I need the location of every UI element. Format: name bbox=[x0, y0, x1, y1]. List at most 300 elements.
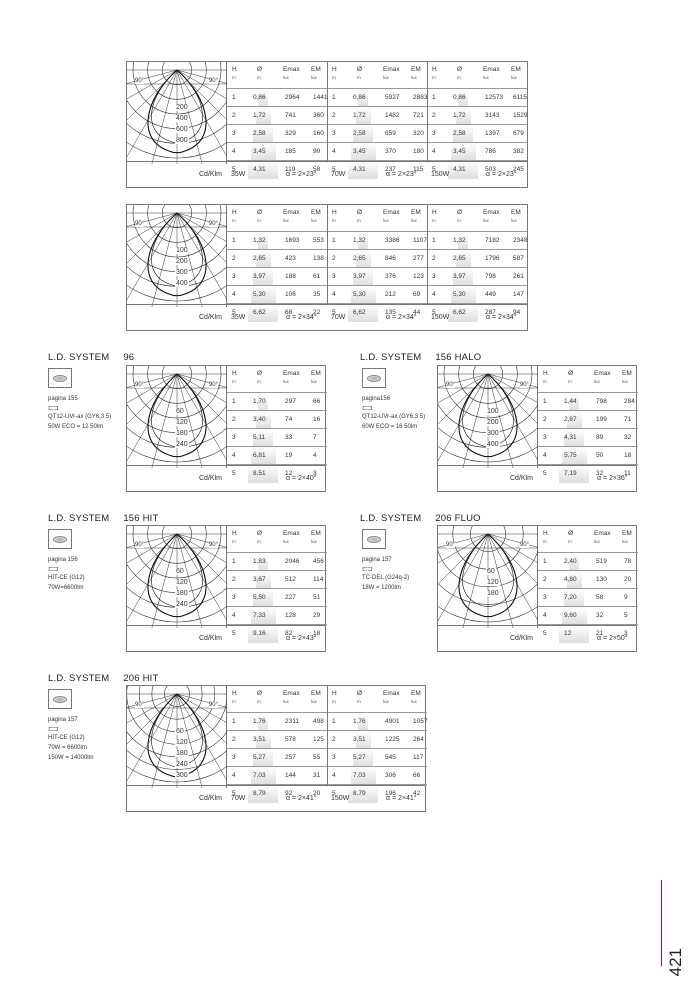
cell-em: 22 bbox=[313, 309, 321, 316]
column-unit-emax: lux bbox=[383, 75, 389, 80]
beam-angle: α = 2×50° bbox=[597, 635, 628, 642]
table-row bbox=[538, 428, 638, 447]
cell-emax: 423 bbox=[285, 255, 296, 262]
lamp-socket-icon: ⊏⊐ bbox=[48, 726, 58, 733]
cell-emax: 519 bbox=[596, 558, 607, 565]
page-reference-link[interactable]: pagina 156 bbox=[48, 557, 78, 563]
column-unit-h: m bbox=[332, 218, 336, 223]
table-row bbox=[538, 410, 638, 429]
table-header bbox=[327, 62, 427, 88]
cell-height: 1 bbox=[332, 718, 336, 725]
column-divider bbox=[427, 205, 428, 305]
column-header-emax: Emax bbox=[283, 690, 300, 697]
lamp-spec: 70W=6600lm bbox=[48, 585, 84, 591]
table-row bbox=[327, 766, 427, 785]
column-unit-h: m bbox=[232, 699, 236, 704]
column-divider bbox=[427, 62, 428, 162]
beam-angle: α = 2×41° bbox=[286, 795, 317, 802]
column-header-h: H bbox=[543, 530, 548, 537]
cell-diameter: 4,31 bbox=[564, 434, 577, 441]
page-reference-link[interactable]: pagina 157 bbox=[48, 717, 78, 723]
cell-diameter: 5,11 bbox=[253, 434, 266, 441]
cell-em: 61 bbox=[313, 273, 321, 280]
cell-emax: 257 bbox=[285, 754, 296, 761]
cell-em: 115 bbox=[413, 166, 424, 173]
table-header bbox=[227, 205, 327, 231]
cell-em: 78 bbox=[624, 558, 632, 565]
table-row bbox=[427, 267, 527, 286]
cell-diameter: 7,33 bbox=[253, 612, 266, 619]
column-unit-emax: lux bbox=[594, 379, 600, 384]
cell-emax: 19 bbox=[285, 452, 293, 459]
column-unit-emax: lux bbox=[483, 75, 489, 80]
cell-height: 5 bbox=[332, 309, 336, 316]
cell-diameter: 6,62 bbox=[453, 309, 466, 316]
table-row bbox=[327, 231, 427, 250]
product-model: 206 HIT bbox=[123, 673, 159, 684]
angle-label-left: 90° bbox=[446, 542, 456, 548]
cell-diameter: 7,03 bbox=[253, 772, 266, 779]
cell-diameter: 2,40 bbox=[564, 558, 577, 565]
column-unit-em: lux bbox=[311, 75, 317, 80]
cell-diameter: 9,16 bbox=[253, 630, 266, 637]
photometric-panel bbox=[126, 365, 326, 492]
cell-em: 18 bbox=[624, 452, 632, 459]
page-number: 421 bbox=[666, 947, 685, 976]
cell-height: 3 bbox=[232, 754, 236, 761]
cell-height: 2 bbox=[232, 255, 236, 262]
cell-emax: 741 bbox=[285, 112, 296, 119]
cell-diameter: 1,32 bbox=[253, 237, 266, 244]
cell-em: 71 bbox=[624, 416, 632, 423]
cell-diameter: 5,75 bbox=[564, 452, 577, 459]
footer-unit-label: Cd/Klm bbox=[199, 475, 222, 482]
column-header-emax: Emax bbox=[283, 66, 300, 73]
table-header bbox=[327, 205, 427, 231]
beam-angle: α = 2×40° bbox=[286, 475, 317, 482]
cell-em: 553 bbox=[313, 237, 324, 244]
lamp-type: TC-DEL (G24q-2) bbox=[362, 575, 410, 581]
cell-em: 123 bbox=[413, 273, 424, 280]
table-row bbox=[227, 231, 327, 250]
lamp-type: QT12-UVr-ax (GY6,3 5) bbox=[48, 414, 112, 420]
panel-footer bbox=[127, 625, 325, 651]
column-unit-em: lux bbox=[411, 75, 417, 80]
photometric-table bbox=[227, 526, 327, 637]
cell-emax: 3143 bbox=[485, 112, 500, 119]
cell-emax: 659 bbox=[385, 130, 396, 137]
product-thumbnail[interactable] bbox=[48, 529, 72, 549]
lamp-spec: 60W ECO = 16 50lm bbox=[362, 424, 418, 430]
cell-diameter: 7,19 bbox=[564, 470, 577, 477]
cell-emax: 1482 bbox=[385, 112, 400, 119]
lamp-socket-icon: ⊏⊐ bbox=[48, 566, 58, 573]
cell-diameter: 4,31 bbox=[353, 166, 366, 173]
cell-diameter: 2,58 bbox=[253, 130, 266, 137]
intensity-ring-label: 180 bbox=[176, 590, 188, 597]
photometric-table bbox=[227, 205, 327, 316]
page-reference-link[interactable]: pagina156 bbox=[362, 396, 391, 402]
cell-emax: 227 bbox=[285, 594, 296, 601]
cell-height: 1 bbox=[332, 94, 336, 101]
page-reference-link[interactable]: pagina 157 bbox=[362, 557, 392, 563]
column-header-em: EM bbox=[411, 66, 421, 73]
column-header-emax: Emax bbox=[594, 530, 611, 537]
column-header-h: H bbox=[232, 530, 237, 537]
cell-diameter: 8,51 bbox=[253, 470, 266, 477]
table-row bbox=[327, 748, 427, 767]
cell-height: 2 bbox=[232, 416, 236, 423]
photometric-table bbox=[427, 62, 528, 173]
table-row bbox=[538, 446, 638, 465]
cell-em: 498 bbox=[313, 718, 324, 725]
cell-emax: 82 bbox=[285, 630, 293, 637]
footer-unit-label: Cd/Klm bbox=[199, 171, 222, 178]
lamp-icon-row bbox=[48, 565, 85, 573]
column-header-d: Ø bbox=[357, 690, 363, 697]
cell-em: 277 bbox=[413, 255, 424, 262]
intensity-ring-label: 180 bbox=[176, 750, 188, 757]
cell-diameter: 5,30 bbox=[253, 291, 266, 298]
lamp-socket-icon: ⊏⊐ bbox=[362, 405, 372, 412]
photometric-panel bbox=[126, 685, 426, 812]
lamp-socket-icon: ⊏⊐ bbox=[48, 405, 58, 412]
intensity-ring-label: 400 bbox=[176, 115, 188, 122]
cell-height: 4 bbox=[543, 612, 547, 619]
cell-emax: 237 bbox=[385, 166, 396, 173]
column-unit-emax: lux bbox=[594, 539, 600, 544]
cell-height: 1 bbox=[432, 94, 436, 101]
cell-diameter: 0,86 bbox=[253, 94, 266, 101]
cell-diameter: 6,62 bbox=[353, 309, 366, 316]
cell-diameter: 2,58 bbox=[353, 130, 366, 137]
column-header-d: Ø bbox=[568, 370, 574, 377]
lamp-type: HIT-CE (G12) bbox=[48, 735, 85, 741]
table-row bbox=[227, 88, 327, 107]
cell-em: 721 bbox=[413, 112, 424, 119]
cell-height: 5 bbox=[432, 309, 436, 316]
column-unit-d: m bbox=[568, 379, 572, 384]
cell-height: 4 bbox=[232, 452, 236, 459]
column-unit-d: m bbox=[357, 218, 361, 223]
cell-em: 58 bbox=[313, 166, 321, 173]
column-header-em: EM bbox=[311, 66, 321, 73]
table-row bbox=[538, 588, 638, 607]
polar-diagram-area bbox=[127, 686, 227, 788]
table-row bbox=[538, 570, 638, 589]
cell-emax: 89 bbox=[596, 434, 604, 441]
cell-diameter: 6,81 bbox=[253, 452, 266, 459]
downlight-icon bbox=[367, 375, 381, 382]
column-unit-em: lux bbox=[511, 75, 517, 80]
column-unit-h: m bbox=[332, 75, 336, 80]
beam-angle: α = 2×23° bbox=[286, 171, 317, 178]
column-unit-em: lux bbox=[411, 218, 417, 223]
product-section-title bbox=[48, 352, 134, 363]
intensity-ring-label: 400 bbox=[176, 280, 188, 287]
cell-diameter: 5,30 bbox=[353, 291, 366, 298]
intensity-ring-label: 600 bbox=[176, 126, 188, 133]
table-row bbox=[327, 249, 427, 268]
column-header-d: Ø bbox=[457, 209, 463, 216]
cell-height: 3 bbox=[332, 754, 336, 761]
downlight-icon bbox=[53, 536, 67, 543]
cell-em: 117 bbox=[413, 754, 424, 761]
cell-diameter: 3,40 bbox=[253, 416, 266, 423]
intensity-ring-label: 400 bbox=[487, 441, 499, 448]
cell-height: 3 bbox=[332, 130, 336, 137]
beam-angle: α = 2×34° bbox=[486, 314, 517, 321]
table-header bbox=[538, 526, 638, 552]
cell-height: 1 bbox=[543, 558, 547, 565]
cell-height: 4 bbox=[232, 772, 236, 779]
cell-em: 264 bbox=[413, 736, 424, 743]
table-row bbox=[427, 88, 527, 107]
page-number-rule bbox=[661, 880, 662, 966]
cell-em: 3 bbox=[313, 470, 317, 477]
table-row bbox=[427, 285, 527, 304]
cell-em: 587 bbox=[513, 255, 524, 262]
column-unit-h: m bbox=[232, 379, 236, 384]
column-header-h: H bbox=[232, 209, 237, 216]
cell-emax: 199 bbox=[596, 416, 607, 423]
intensity-ring-label: 120 bbox=[176, 419, 188, 426]
angle-label-right: 90° bbox=[208, 221, 218, 227]
column-header-emax: Emax bbox=[383, 209, 400, 216]
column-header-h: H bbox=[232, 370, 237, 377]
column-unit-h: m bbox=[232, 75, 236, 80]
angle-label-right: 90° bbox=[208, 382, 218, 388]
photometric-panel bbox=[126, 204, 528, 331]
intensity-ring-label: 300 bbox=[487, 430, 499, 437]
cell-diameter: 9,60 bbox=[564, 612, 577, 619]
product-section-title bbox=[48, 673, 159, 684]
cell-height: 4 bbox=[432, 291, 436, 298]
lamp-power: 150W bbox=[431, 314, 450, 321]
table-row bbox=[227, 428, 327, 447]
lamp-type: QT12-UVr-ax (GY6,3 5) bbox=[362, 414, 426, 420]
cell-diameter: 4,31 bbox=[453, 166, 466, 173]
cell-em: 31 bbox=[313, 772, 321, 779]
table-row bbox=[327, 106, 427, 125]
cell-em: 382 bbox=[513, 148, 524, 155]
lamp-power: 35W bbox=[231, 171, 246, 178]
column-divider bbox=[327, 62, 328, 162]
column-header-h: H bbox=[332, 209, 337, 216]
product-family: L.D. SYSTEM bbox=[360, 513, 422, 524]
column-header-d: Ø bbox=[257, 530, 263, 537]
cell-em: 5 bbox=[624, 612, 628, 619]
cell-em: 1441 bbox=[313, 94, 328, 101]
cell-em: 20 bbox=[624, 576, 632, 583]
column-divider bbox=[327, 686, 328, 786]
cell-em: 94 bbox=[513, 309, 521, 316]
beam-angle: α = 2×34° bbox=[286, 314, 317, 321]
cell-emax: 287 bbox=[485, 309, 496, 316]
column-header-d: Ø bbox=[457, 66, 463, 73]
cell-height: 3 bbox=[232, 594, 236, 601]
cell-diameter: 2,65 bbox=[453, 255, 466, 262]
cell-height: 2 bbox=[232, 736, 236, 743]
photometric-table bbox=[327, 62, 428, 173]
cell-emax: 188 bbox=[285, 273, 296, 280]
cell-height: 1 bbox=[332, 237, 336, 244]
table-header bbox=[227, 62, 327, 88]
intensity-ring-label: 120 bbox=[176, 579, 188, 586]
downlight-icon bbox=[367, 536, 381, 543]
cell-height: 3 bbox=[232, 130, 236, 137]
cell-diameter: 7,03 bbox=[353, 772, 366, 779]
panel-footer bbox=[438, 625, 636, 651]
table-header bbox=[327, 686, 427, 712]
table-row bbox=[427, 231, 527, 250]
cell-em: 9 bbox=[624, 594, 628, 601]
cell-emax: 1225 bbox=[385, 736, 400, 743]
product-family: L.D. SYSTEM bbox=[48, 673, 110, 684]
cell-diameter: 1,76 bbox=[253, 718, 266, 725]
photometric-panel bbox=[437, 525, 637, 652]
cell-height: 2 bbox=[543, 576, 547, 583]
product-model: 156 HALO bbox=[435, 352, 482, 363]
photometric-table bbox=[327, 686, 428, 797]
table-row bbox=[227, 267, 327, 286]
cell-em: 51 bbox=[313, 594, 321, 601]
cell-diameter: 3,97 bbox=[353, 273, 366, 280]
cell-em: 7 bbox=[313, 434, 317, 441]
cell-emax: 32 bbox=[596, 470, 604, 477]
cell-emax: 2964 bbox=[285, 94, 300, 101]
cell-diameter: 2,65 bbox=[253, 255, 266, 262]
column-header-em: EM bbox=[411, 209, 421, 216]
cell-emax: 798 bbox=[485, 273, 496, 280]
beam-angle: α = 2×23° bbox=[486, 171, 517, 178]
photometric-table bbox=[538, 366, 638, 477]
footer-unit-label: Cd/Klm bbox=[199, 795, 222, 802]
panel-footer bbox=[127, 465, 325, 491]
cell-height: 3 bbox=[543, 434, 547, 441]
footer-unit-label: Cd/Klm bbox=[199, 314, 222, 321]
lamp-spec: 18W = 1200lm bbox=[362, 585, 401, 591]
cell-emax: 32 bbox=[596, 612, 604, 619]
photometric-table bbox=[538, 526, 638, 637]
cell-emax: 128 bbox=[285, 612, 296, 619]
cell-emax: 1693 bbox=[285, 237, 300, 244]
cell-height: 2 bbox=[432, 112, 436, 119]
table-row bbox=[327, 712, 427, 731]
cell-emax: 144 bbox=[285, 772, 296, 779]
table-header bbox=[538, 366, 638, 392]
angle-label-left: 90° bbox=[446, 382, 456, 388]
cell-height: 5 bbox=[232, 166, 236, 173]
photometric-table bbox=[227, 686, 327, 797]
column-unit-d: m bbox=[257, 539, 261, 544]
intensity-ring-label: 240 bbox=[176, 601, 188, 608]
intensity-ring-label: 300 bbox=[176, 772, 188, 779]
cell-diameter: 1,83 bbox=[253, 558, 266, 565]
beam-angle: α = 2×41° bbox=[386, 795, 417, 802]
cell-height: 3 bbox=[332, 273, 336, 280]
table-row bbox=[227, 249, 327, 268]
column-header-em: EM bbox=[311, 370, 321, 377]
column-unit-em: lux bbox=[311, 699, 317, 704]
table-row bbox=[227, 124, 327, 143]
cell-diameter: 1,76 bbox=[353, 718, 366, 725]
table-row bbox=[427, 249, 527, 268]
cell-em: 261 bbox=[513, 273, 524, 280]
cell-em: 360 bbox=[313, 112, 324, 119]
table-header bbox=[227, 366, 327, 392]
product-thumbnail[interactable] bbox=[48, 689, 72, 709]
column-unit-emax: lux bbox=[283, 75, 289, 80]
cell-diameter: 1,44 bbox=[564, 398, 577, 405]
table-header bbox=[427, 205, 527, 231]
cell-diameter: 5,30 bbox=[453, 291, 466, 298]
column-unit-h: m bbox=[543, 539, 547, 544]
cell-emax: 297 bbox=[285, 398, 296, 405]
table-row bbox=[227, 392, 327, 411]
panel-footer bbox=[438, 465, 636, 491]
table-row bbox=[427, 106, 527, 125]
cell-height: 4 bbox=[232, 612, 236, 619]
table-row bbox=[538, 552, 638, 571]
cell-height: 3 bbox=[432, 130, 436, 137]
cell-diameter: 12 bbox=[564, 630, 572, 637]
cell-height: 5 bbox=[232, 630, 236, 637]
intensity-ring-label: 180 bbox=[487, 590, 499, 597]
product-family: L.D. SYSTEM bbox=[48, 352, 110, 363]
lamp-power: 70W bbox=[231, 795, 246, 802]
product-thumbnail[interactable] bbox=[362, 368, 386, 388]
polar-diagram-area bbox=[127, 205, 227, 307]
angle-label-right: 90° bbox=[519, 382, 529, 388]
intensity-ring-label: 800 bbox=[176, 137, 188, 144]
column-unit-emax: lux bbox=[283, 699, 289, 704]
cell-height: 3 bbox=[543, 594, 547, 601]
cell-height: 1 bbox=[232, 398, 236, 405]
column-unit-d: m bbox=[568, 539, 572, 544]
cell-diameter: 1,70 bbox=[253, 398, 266, 405]
cell-emax: 92 bbox=[285, 790, 293, 797]
panel-footer bbox=[127, 304, 527, 330]
column-header-em: EM bbox=[311, 209, 321, 216]
table-row bbox=[227, 730, 327, 749]
cell-height: 5 bbox=[232, 470, 236, 477]
table-header bbox=[227, 526, 327, 552]
cell-emax: 376 bbox=[385, 273, 396, 280]
table-row bbox=[227, 570, 327, 589]
table-row bbox=[227, 606, 327, 625]
column-header-em: EM bbox=[511, 209, 521, 216]
angle-label-left: 90° bbox=[135, 702, 145, 708]
product-info bbox=[48, 394, 111, 432]
photometric-panel bbox=[126, 61, 528, 188]
column-unit-emax: lux bbox=[283, 218, 289, 223]
column-unit-em: lux bbox=[622, 539, 628, 544]
cell-em: 90 bbox=[313, 148, 321, 155]
table-row bbox=[538, 392, 638, 411]
product-thumbnail[interactable] bbox=[362, 529, 386, 549]
product-info bbox=[362, 394, 425, 432]
page-reference-link[interactable]: pagina 155 bbox=[48, 396, 78, 402]
cell-emax: 12 bbox=[285, 470, 293, 477]
cell-height: 1 bbox=[232, 237, 236, 244]
cell-emax: 5927 bbox=[385, 94, 400, 101]
cell-diameter: 3,97 bbox=[453, 273, 466, 280]
product-thumbnail[interactable] bbox=[48, 368, 72, 388]
polar-diagram-area bbox=[438, 526, 538, 628]
column-unit-emax: lux bbox=[483, 218, 489, 223]
intensity-ring-label: 60 bbox=[176, 728, 184, 735]
